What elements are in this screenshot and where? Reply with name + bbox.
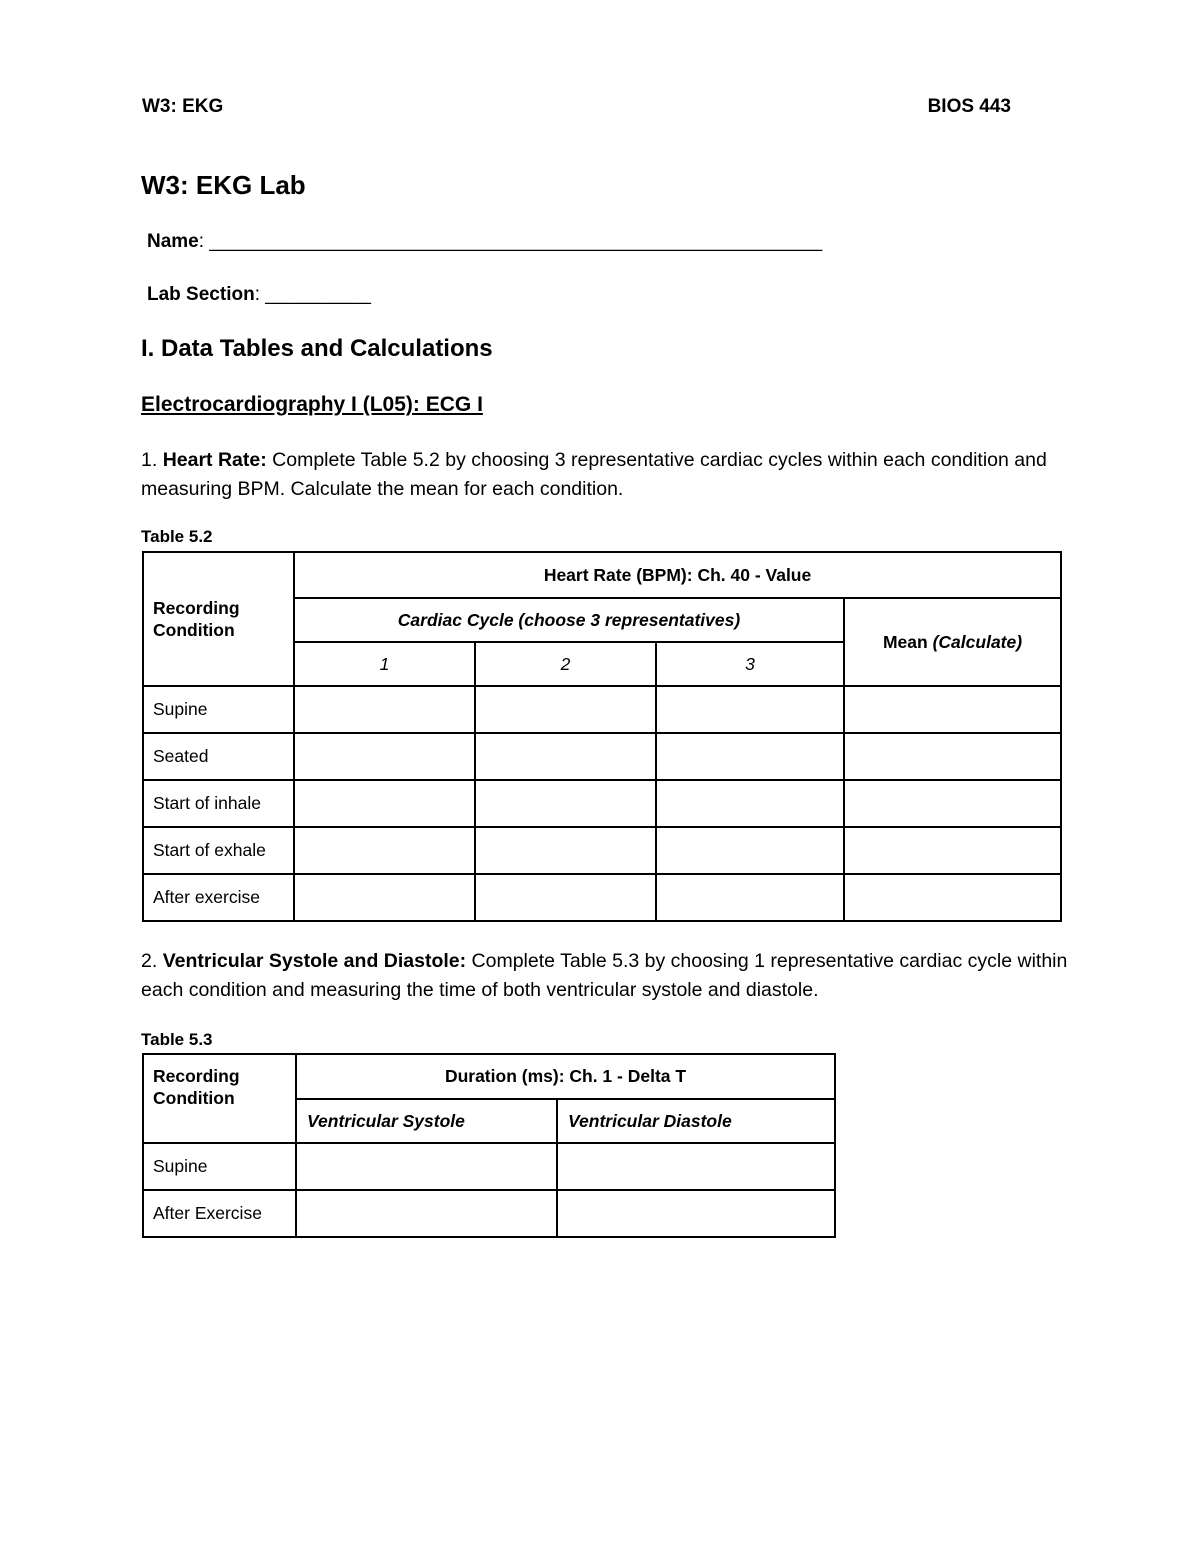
recording-condition-header: Recording Condition [143,552,294,686]
entry-cell[interactable] [557,1143,835,1190]
question-2-text: Complete Table 5.3 by choosing 1 representative cardiac cycle within each condition and measuring the time of both ventricular systole and diastole. [141,950,1068,1001]
table-5-3-caption: Table 5.3 [141,1030,213,1049]
cycle-2-header: 2 [475,642,656,686]
table-5-2-caption: Table 5.2 [141,527,213,546]
mean-label: Mean [882,631,928,652]
table-row [143,686,1061,733]
row-label-after-exercise: After exercise [143,874,294,921]
question-2-number: 2. [141,950,163,972]
entry-cell[interactable] [294,780,475,827]
entry-cell[interactable] [656,780,844,827]
entry-cell[interactable] [296,1143,557,1190]
mean-entry-cell[interactable] [844,733,1061,780]
entry-cell[interactable] [294,874,475,921]
name-label: Name [147,231,199,252]
mean-header [844,598,1061,686]
table-row [143,827,1061,874]
mean-note: (Calculate) [932,631,1023,652]
question-1-title: Heart Rate: [162,449,267,471]
question-1-number: 1. [141,449,163,471]
table-row [143,1143,835,1190]
entry-cell[interactable] [296,1190,557,1237]
question-2-title: Ventricular Systole and Diastole: [162,950,467,972]
name-blank: : __________________________________________________________ [198,231,823,252]
lab-section-blank: : __________ [254,284,371,305]
entry-cell[interactable] [656,733,844,780]
page-title: W3: EKG Lab [141,170,306,200]
row-label-start-of-inhale: Start of inhale [143,780,294,827]
cycle-3-header: 3 [656,642,844,686]
table-row [143,733,1061,780]
entry-cell[interactable] [475,733,656,780]
table-5-3 [142,1053,836,1238]
entry-cell[interactable] [656,686,844,733]
entry-cell[interactable] [475,827,656,874]
row-label-supine: Supine [143,1143,296,1190]
mean-entry-cell[interactable] [844,780,1061,827]
table-row [143,780,1061,827]
table-row [143,874,1061,921]
row-label-supine: Supine [143,686,294,733]
ventricular-systole-header: Ventricular Systole [296,1099,557,1143]
row-label-start-of-exhale: Start of exhale [143,827,294,874]
mean-entry-cell[interactable] [844,874,1061,921]
entry-cell[interactable] [475,874,656,921]
table-row [143,1190,835,1237]
entry-cell[interactable] [294,686,475,733]
question-2 [141,947,1071,1005]
subheading: Electrocardiography I (L05): ECG I [141,393,483,416]
question-1-text: Complete Table 5.2 by choosing 3 representative cardiac cycles within each condition and measuring BPM. Calculate the mean for each condition. [141,449,1047,500]
entry-cell[interactable] [475,686,656,733]
header-course-unit: W3: EKG [142,96,224,117]
name-field[interactable] [147,231,822,253]
row-label-after-exercise: After Exercise [143,1190,296,1237]
cardiac-cycle-header: Cardiac Cycle (choose 3 representatives) [294,598,844,642]
lab-section-field[interactable] [147,284,371,306]
recording-condition-header: Recording Condition [143,1054,296,1143]
mean-entry-cell[interactable] [844,686,1061,733]
cycle-1-header: 1 [294,642,475,686]
entry-cell[interactable] [294,733,475,780]
mean-entry-cell[interactable] [844,827,1061,874]
duration-header: Duration (ms): Ch. 1 - Delta T [296,1054,835,1099]
table-5-2 [142,551,1062,922]
entry-cell[interactable] [475,780,656,827]
question-1 [141,446,1071,504]
entry-cell[interactable] [656,827,844,874]
entry-cell[interactable] [557,1190,835,1237]
ventricular-diastole-header: Ventricular Diastole [557,1099,835,1143]
header-course-code: BIOS 443 [927,96,1011,117]
row-label-seated: Seated [143,733,294,780]
heart-rate-header: Heart Rate (BPM): Ch. 40 - Value [294,552,1061,598]
entry-cell[interactable] [294,827,475,874]
section-heading: I. Data Tables and Calculations [141,335,493,362]
entry-cell[interactable] [656,874,844,921]
lab-section-label: Lab Section [147,284,255,305]
